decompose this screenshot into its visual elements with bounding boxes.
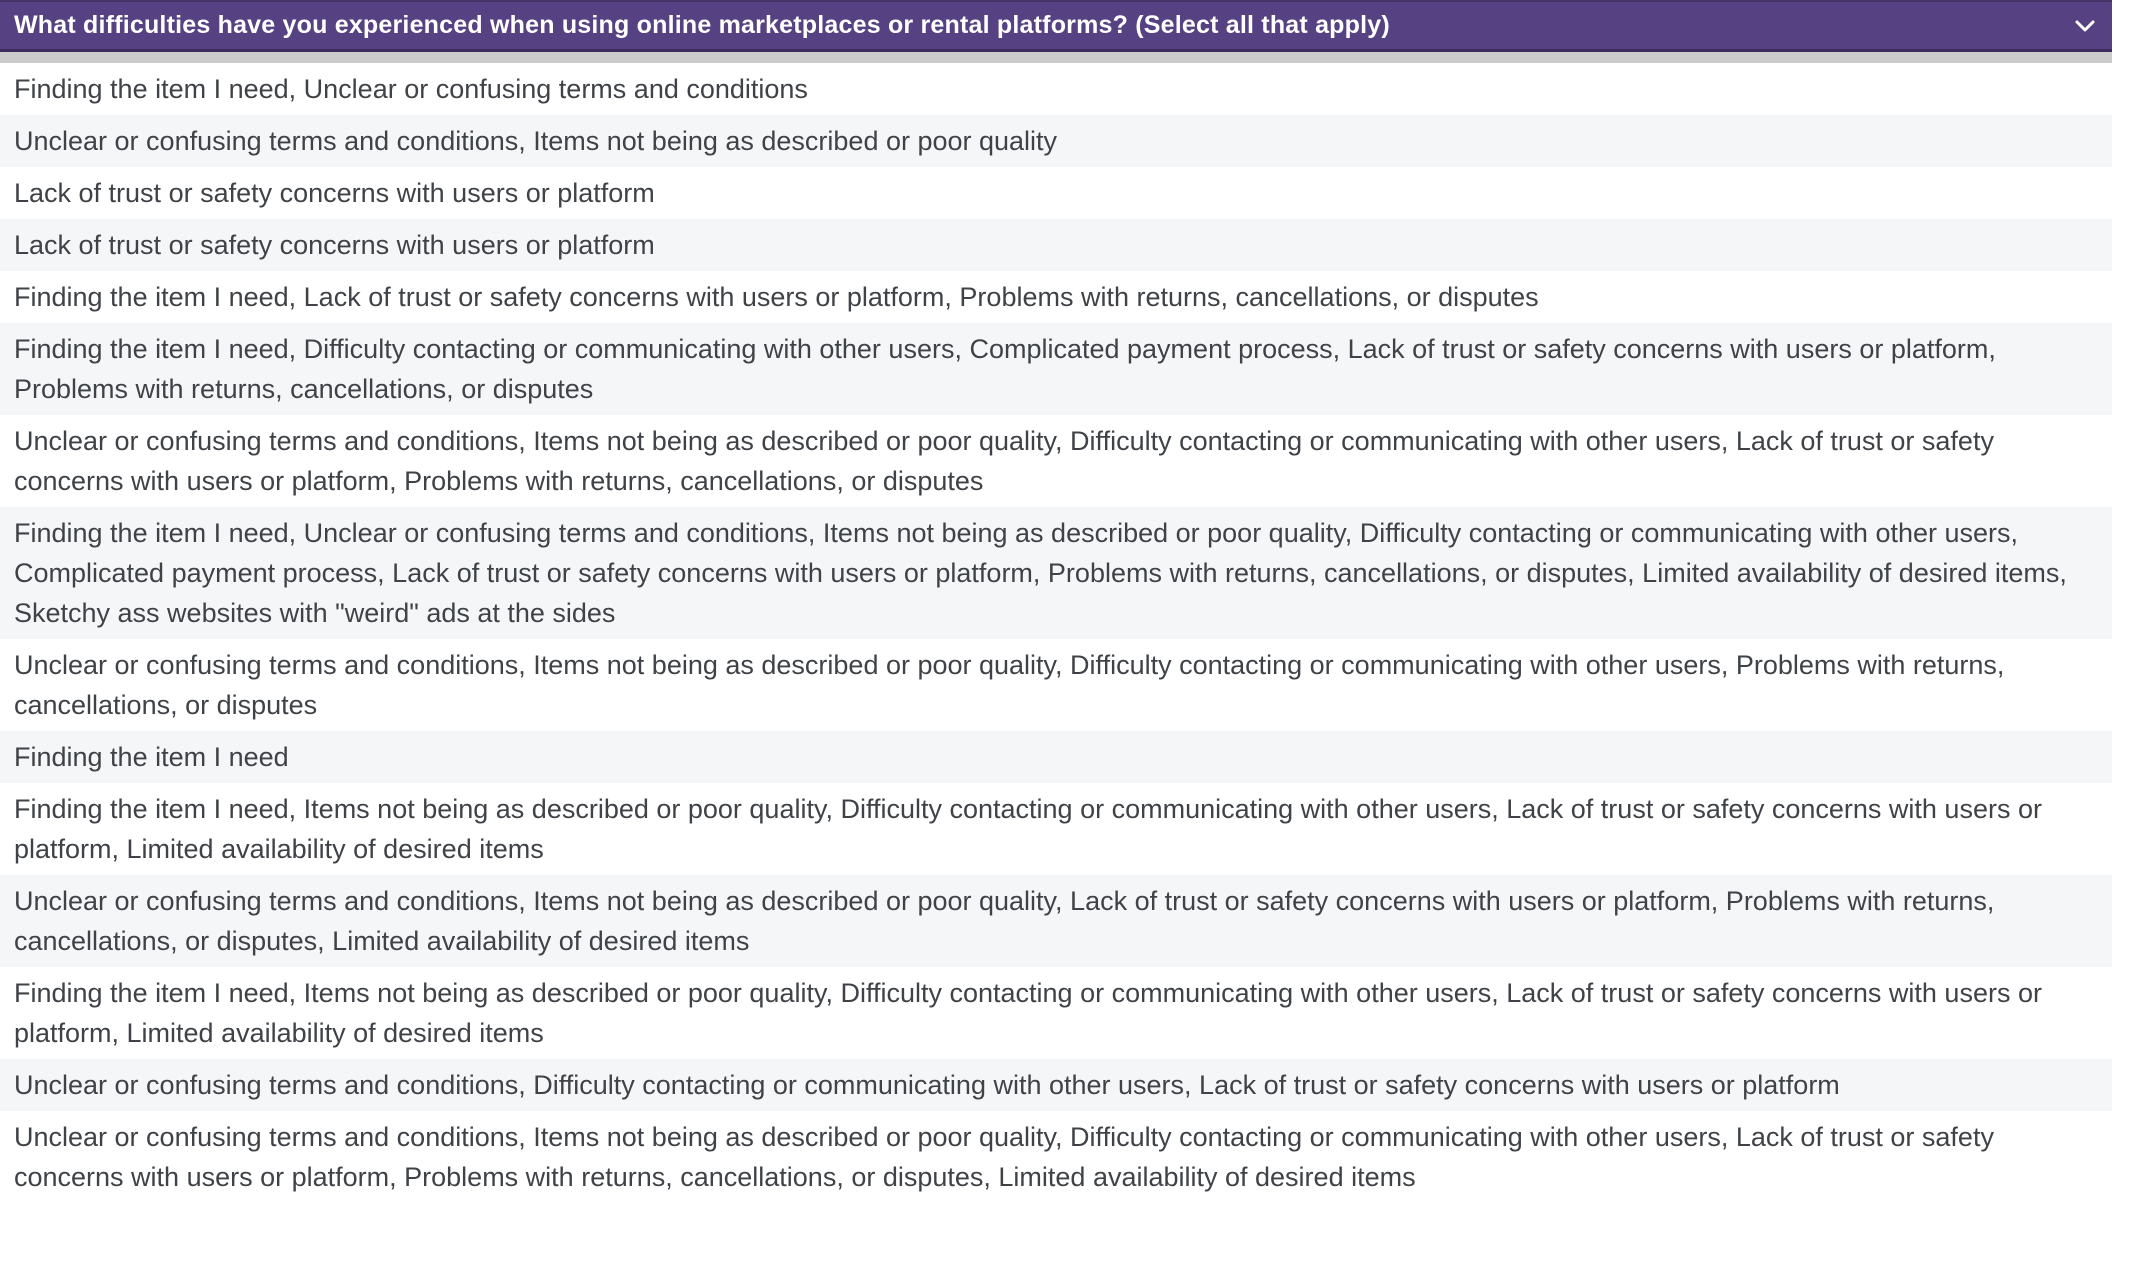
response-row[interactable]: Lack of trust or safety concerns with users or platform (0, 219, 2112, 271)
response-row[interactable]: Unclear or confusing terms and conditions, Items not being as described or poor quality, Difficulty contacting or communicating with other users, Lack of trust or safety concerns with users or platform, Problems with returns, cancellations, or disputes, Limited availability of desired items (0, 1111, 2112, 1203)
response-row[interactable]: Unclear or confusing terms and conditions, Items not being as described or poor quality, Difficulty contacting or communicating with other users, Lack of trust or safety concerns with users or platform, Problems with returns, cancellations, or disputes (0, 415, 2112, 507)
response-row[interactable]: Unclear or confusing terms and conditions, Difficulty contacting or communicating with other users, Lack of trust or safety concerns with users or platform (0, 1059, 2112, 1111)
response-row[interactable]: Finding the item I need (0, 731, 2112, 783)
response-row[interactable]: Unclear or confusing terms and conditions, Items not being as described or poor quality, Lack of trust or safety concerns with users or platform, Problems with returns, cancellations, or disputes, Limited availability of desired items (0, 875, 2112, 967)
response-row[interactable]: Finding the item I need, Items not being as described or poor quality, Difficulty contacting or communicating with other users, Lack of trust or safety concerns with users or platform, Limited availability of desired items (0, 783, 2112, 875)
response-row[interactable]: Finding the item I need, Unclear or confusing terms and conditions, Items not being as described or poor quality, Difficulty contacting or communicating with other users, Complicated payment process, Lack of trust or safety concerns with users or platform, Problems with returns, cancellations, or disputes, Limited availability of desired items, Sketchy ass websites with "weird" ads at the sides (0, 507, 2112, 639)
question-column-header[interactable] (0, 0, 2112, 52)
response-row[interactable]: Unclear or confusing terms and conditions, Items not being as described or poor quality (0, 115, 2112, 167)
response-row[interactable]: Finding the item I need, Difficulty contacting or communicating with other users, Complicated payment process, Lack of trust or safety concerns with users or platform, Problems with returns, cancellations, or disputes (0, 323, 2112, 415)
response-row[interactable]: Lack of trust or safety concerns with users or platform (0, 167, 2112, 219)
response-row[interactable]: Finding the item I need, Lack of trust or safety concerns with users or platform, Problems with returns, cancellations, or disputes (0, 271, 2112, 323)
chevron-down-icon[interactable] (2070, 12, 2100, 40)
horizontal-scrollbar[interactable] (0, 52, 2112, 63)
question-header-label: What difficulties have you experienced when using online marketplaces or rental platforms? (Select all that apply) (14, 11, 1390, 39)
response-row[interactable]: Finding the item I need, Unclear or confusing terms and conditions (0, 63, 2112, 115)
response-list (0, 63, 2112, 1203)
response-row[interactable]: Finding the item I need, Items not being as described or poor quality, Difficulty contacting or communicating with other users, Lack of trust or safety concerns with users or platform, Limited availability of desired items (0, 967, 2112, 1059)
response-row[interactable]: Unclear or confusing terms and conditions, Items not being as described or poor quality, Difficulty contacting or communicating with other users, Problems with returns, cancellations, or disputes (0, 639, 2112, 731)
